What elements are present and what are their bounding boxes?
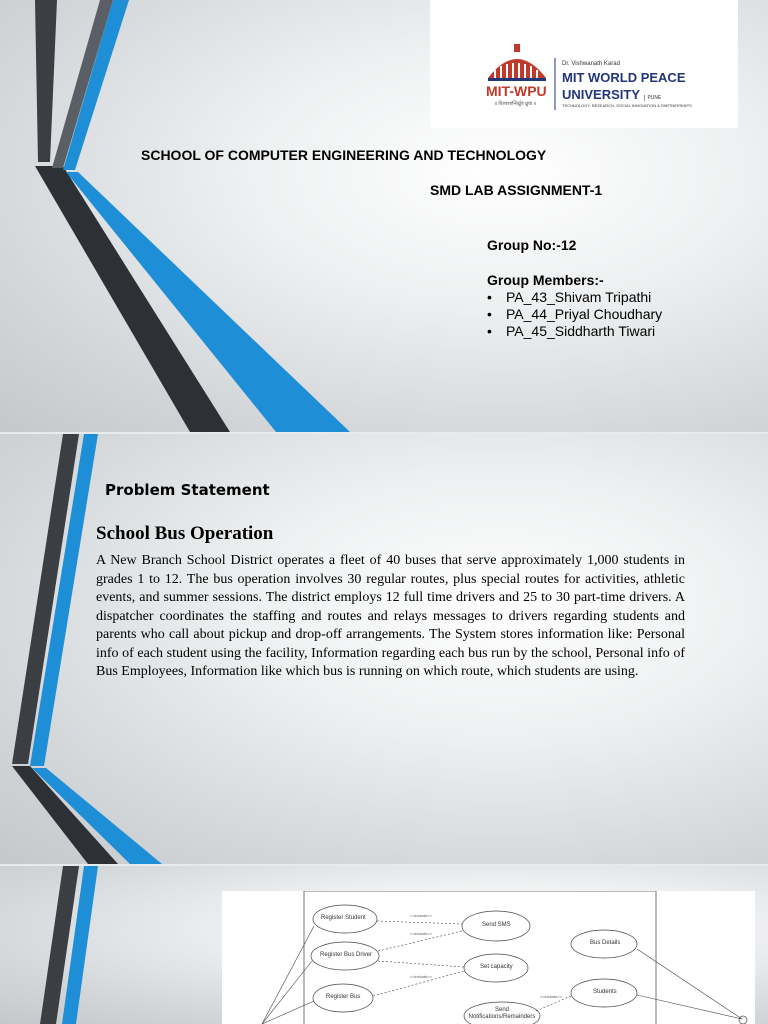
include-label: <<include>> <box>410 913 433 918</box>
usecase-set-capacity: Set capacity <box>480 964 513 970</box>
usecase-register-bus-driver: Register Bus Driver <box>320 952 373 958</box>
title-slide <box>0 0 768 432</box>
use-case-diagram <box>222 891 755 1024</box>
logo-line2-wrap <box>562 86 661 104</box>
decorative-stripes <box>0 0 360 432</box>
usecase-send-sms: Send SMS <box>482 922 511 928</box>
usecase-send-notifications-line2: Notifications/Remainders <box>468 1014 536 1020</box>
include-label: <<include>> <box>540 994 563 999</box>
logo-founder: Dr. Vishwanath Karad <box>562 61 620 67</box>
university-logo <box>430 0 738 128</box>
problem-title: School Bus Operation <box>96 523 274 544</box>
logo-tagline: ॥ विश्वशान्तिर्ध्रुवं ध्रुवा ॥ <box>494 101 537 107</box>
member-item: • PA_43_Shivam Tripathi <box>487 289 662 306</box>
problem-statement-heading: Problem Statement <box>105 481 270 499</box>
logo-subtitle: TECHNOLOGY, RESEARCH, SOCIAL INNOVATION & PARTNERSHIPS <box>562 103 692 108</box>
member-item: • PA_44_Priyal Choudhary <box>487 306 662 323</box>
logo-short-name: MIT-WPU <box>486 83 547 99</box>
school-name: SCHOOL OF COMPUTER ENGINEERING AND TECHNOLOGY <box>141 147 547 163</box>
logo-line2: UNIVERSITY <box>562 87 641 102</box>
members-heading: Group Members:- <box>487 272 604 288</box>
include-label: <<include>> <box>410 974 433 979</box>
usecase-students: Students <box>593 989 617 995</box>
include-label: <<include>> <box>410 931 433 936</box>
usecase-send-notifications <box>466 1007 538 1021</box>
group-number: Group No:-12 <box>487 237 577 253</box>
logo-line1: MIT WORLD PEACE <box>562 70 686 85</box>
usecase-send-notifications-line1: Send <box>494 1007 509 1013</box>
member-item: • PA_45_Siddharth Tiwari <box>487 323 662 340</box>
assignment-title: SMD LAB ASSIGNMENT-1 <box>430 182 603 198</box>
problem-description: A New Branch School District operates a fleet of 40 buses that serve approximately 1,000 students in grades 1 to 12. The bus operation involves 30 regular routes, plus special routes for activities, athletic events, and summer sessions. The district employs 12 full time drivers and 25 to 30 part-time drivers. A dispatcher coordinates the staffing and routes and relays messages to drivers regarding students and parents who call about pickup and drop-off arrangements. The System stores information like: Personal info of each student using the facility, Information regarding each bus run by the school, Personal info of Bus Employees, Information like which bus is running on which route, which students are using. <box>96 553 685 679</box>
members-list <box>487 289 662 340</box>
decorative-stripes <box>0 866 110 1024</box>
usecase-register-bus: Register Bus <box>326 994 361 1000</box>
usecase-register-student: Register Student <box>321 915 366 921</box>
usecase-bus-details: Bus Details <box>590 940 621 946</box>
logo-city: PUNE <box>644 95 661 101</box>
